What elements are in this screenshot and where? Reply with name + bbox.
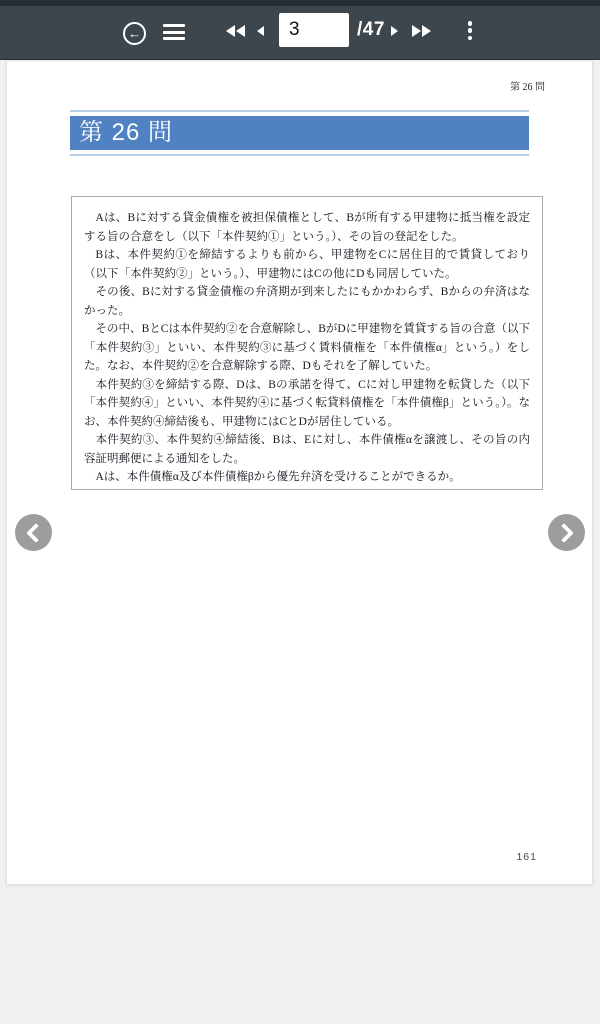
- next-page-button[interactable]: [548, 514, 585, 551]
- question-title-banner: [70, 110, 529, 156]
- document-page: [6, 60, 593, 885]
- question-paragraph: Aは、本件債権α及び本件債権βから優先弁済を受けることができるか。: [95, 471, 461, 483]
- banner-top-rule: [70, 110, 529, 112]
- chevron-right-icon: [554, 523, 574, 543]
- back-icon[interactable]: ←: [123, 22, 146, 45]
- chevron-left-icon: [26, 523, 46, 543]
- pdf-viewer-toolbar: [0, 0, 600, 60]
- question-paragraph: その後、Bに対する貸金債権の弁済期が到来したにもかかわらず、Bからの弁済はなかった。: [84, 286, 530, 317]
- question-text-box: [71, 196, 543, 490]
- last-page-icon[interactable]: [412, 25, 431, 37]
- status-bar-strip: [0, 0, 600, 6]
- more-options-icon[interactable]: [465, 21, 475, 40]
- running-header: 第 26 問: [510, 82, 545, 93]
- question-title: 第 26 問: [70, 116, 529, 150]
- banner-bottom-rule: [70, 154, 529, 156]
- question-paragraph: Bは、本件契約①を締結するよりも前から、甲建物をCに居住目的で賃貸しており（以下「本件契約②」という。）、甲建物にはCの他にDも同居していた。: [84, 249, 530, 280]
- question-paragraph: その中、BとCは本件契約②を合意解除し、BがDに甲建物を賃貸する旨の合意（以下「本件契約③」といい、本件契約③に基づく賃料債権を「本件債権α」という。）をした。なお、本件契約②を合意解除する際、Dもそれを了解していた。: [84, 323, 530, 372]
- page-total-label: /47: [357, 19, 385, 40]
- page-number-input[interactable]: [279, 13, 349, 47]
- question-paragraph: 本件契約③、本件契約④締結後、Bは、Eに対し、本件債権αを譲渡し、その旨の内容証明郵便による通知をした。: [84, 434, 530, 465]
- menu-icon[interactable]: [163, 24, 185, 40]
- previous-page-icon[interactable]: [257, 26, 264, 36]
- page-footer-number: 161: [516, 851, 537, 863]
- question-paragraph: Aは、Bに対する貸金債権を被担保債権として、Bが所有する甲建物に抵当権を設定する旨の合意をし（以下「本件契約①」という。）、その旨の登記をした。: [84, 212, 530, 243]
- question-paragraph: 本件契約③を締結する際、Dは、Bの承諾を得て、Cに対し甲建物を転貸した（以下「本件契約④」といい、本件契約④に基づく転貸料債権を「本件債権β」という。）。なお、本件契約④締結後も、甲建物にはCとDが居住している。: [84, 378, 530, 428]
- first-page-icon[interactable]: [226, 25, 245, 37]
- previous-page-button[interactable]: [15, 514, 52, 551]
- next-page-icon[interactable]: [391, 26, 398, 36]
